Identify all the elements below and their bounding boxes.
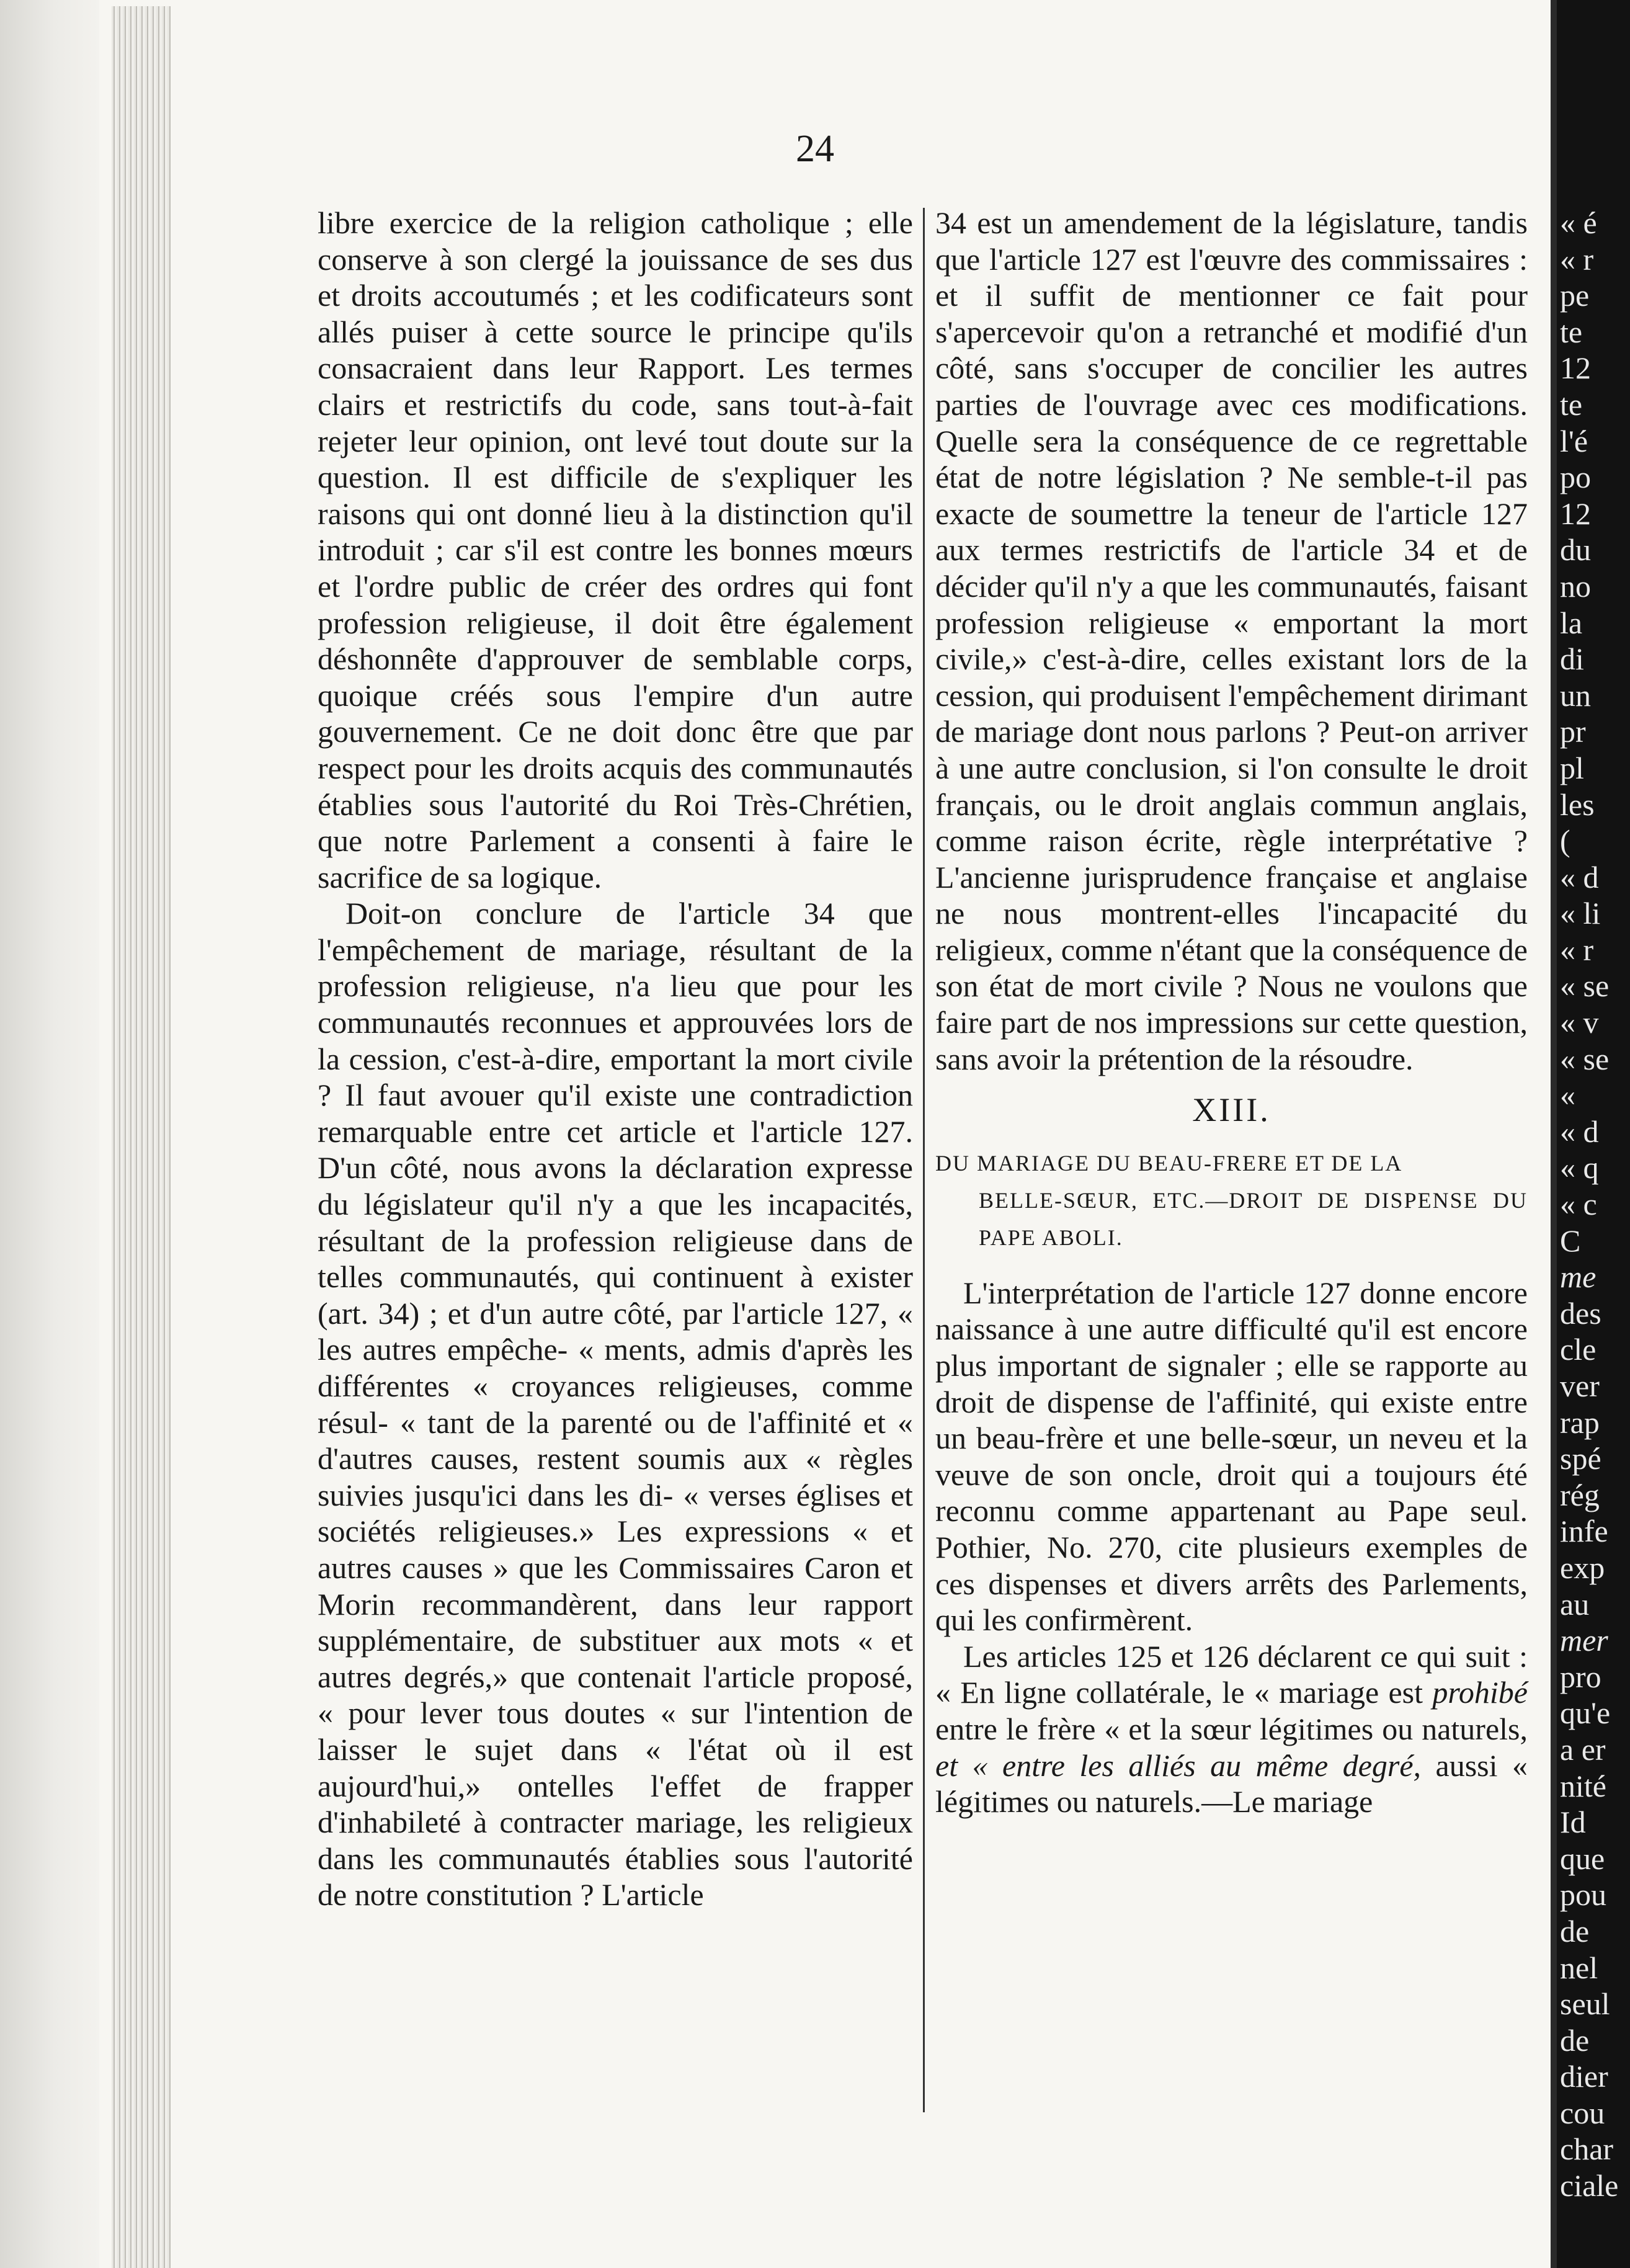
text-fragment: ( [1560,823,1570,859]
text-fragment: « se [1560,1041,1610,1076]
text-fragment: un [1560,677,1591,713]
text-fragment: « é [1560,205,1597,240]
text-fragment: cou [1560,2095,1605,2130]
text-fragment: rég [1560,1477,1600,1512]
text-fragment: pro [1560,1659,1601,1694]
text-fragment: seul [1560,1986,1610,2022]
text-fragment: « c [1560,1187,1597,1222]
text-fragment: te [1560,314,1583,349]
text-fragment: « q [1560,1150,1599,1185]
text-fragment: exp [1560,1550,1605,1585]
text-fragment: des [1560,1295,1601,1331]
italic-run: et « entre les alliés au même degré, [935,1748,1422,1783]
paragraph [935,1638,1528,1820]
page-gutter [1551,0,1557,2268]
text-fragment: pe [1560,278,1590,313]
facing-page-text-fragments [1560,205,1630,2204]
section-title-line: BELLE-SŒUR, ETC.—DROIT DE DISPENSE DU PAPE ABOLI. [979,1187,1528,1250]
book-page-edges [112,6,171,2268]
text-fragment: te [1560,386,1583,422]
text-fragment: du [1560,532,1591,568]
text-fragment: de [1560,1913,1590,1949]
text-fragment: infe [1560,1514,1608,1549]
paragraph: L'interprétation de l'article 127 donne encore naissance à une autre difficulté qu'il est encore plus important de signaler ; elle se rapporte au droit de dispense de l'affinité, qui existe entre un beau-frère et une belle-sœur, un neveu et la veuve de son oncle, droit qui a toujours été reconnu comme appartenant au Pape seul. Pothier, No. 270, cite plusieurs exemples de ces dispenses et divers arrêts des Parlements, qui les confirmèrent. [935,1275,1528,1638]
paragraph: Doit-on conclure de l'article 34 que l'empêchement de mariage, résultant de la profession religieuse, n'a lieu que pour les communautés reconnues et approuvées lors de la cession, c'est-à-dire, emportant la mort civile ? Il faut avouer qu'il existe une contradiction remarquable entre cet article et l'article 127. D'un côté, nous avons la déclaration expresse du législateur qu'il n'y a que les incapacités, résultant de la profession religieuse dans de telles communautés, qui continuent à exister (art. 34) ; et d'un autre côté, par l'article 127, « les autres empêche- « ments, admis d'après les différentes « croyances religieuses, comme résul- « tant de la parenté ou de l'affinité et « d'autres causes, restent soumis aux « règles suivies jusqu'ici dans les di- « verses églises et sociétés religieuses.» Les expressions « et autres causes » que les Commissaires Caron et Morin recommandèrent, dans leur rapport supplémentaire, de substituer aux mots « et autres degrés,» que contenait l'article proposé, « pour lever tous doutes « sur l'intention de laisser le sujet dans « l'état où il est aujourd'hui,» ontelles l'effet de frapper d'inhabileté à contracter mariage, les religieux dans les communautés établies sous l'autorité de notre constitution ? L'article [318,896,913,1913]
text-fragment: pr [1560,714,1586,749]
text-fragment: rap [1560,1404,1600,1440]
text-fragment: au [1560,1586,1590,1622]
scan-margin [0,0,99,2268]
text-fragment: dier [1560,2059,1608,2094]
text-run: Les articles 125 et 126 déclarent ce qui suit : « En ligne collatérale, le « mariage est [935,1638,1528,1710]
text-fragment: que [1560,1841,1605,1876]
italic-run: prohibé [1432,1675,1528,1710]
text-fragment: po [1560,460,1591,495]
text-fragment: me [1560,1259,1597,1295]
text-fragment: de [1560,2022,1590,2058]
section-title-line: DU MARIAGE DU BEAU-FRERE ET DE LA [935,1150,1403,1176]
text-run: entre le frère « et la sœur légitimes ou naturels, [935,1711,1528,1746]
text-fragment: C [1560,1223,1581,1258]
paragraph: libre exercice de la religion catholique ; elle conserve à son clergé la jouissance de ses dus et droits accoutumés ; et les codificateurs sont allés puiser à cette source le principe qu'ils consacraient dans leur Rapport. Les termes clairs et restrictifs du code, sans tout-à-fait rejeter leur opinion, ont levé tout doute sur la question. Il est difficile de s'expliquer les raisons qui ont donné lieu à la distinction qu'il introduit ; car s'il est contre les bonnes mœurs et l'ordre public de créer des ordres qui font profession religieuse, il doit être également déshonnête d'approuver de semblable corps, quoique créés sous l'empire d'un autre gouvernement. Ce ne doit donc être que par respect pour les droits acquis des communautés établies sous l'autorité du Roi Très-Chrétien, que notre Parlement a consenti à faire le sacrifice de sa logique. [318,205,913,895]
text-fragment: pl [1560,750,1584,785]
text-fragment: « se [1560,968,1610,1004]
text-fragment: char [1560,2132,1614,2167]
left-column [318,205,913,1913]
section-number: XIII. [1192,1091,1271,1129]
paragraph: 34 est un amendement de la législature, tandis que l'article 127 est l'œuvre des commissaires : et il suffit de mentionner ce fait pour s'apercevoir qu'on a retranché et modifié d'un côté, sans s'occuper de concilier les autres parties de l'ouvrage avec ces modifications. Quelle sera la conséquence de ce regrettable état de notre législation ? Ne semble-t-il pas exacte de soumettre la teneur de l'article 127 aux termes restrictifs de l'article 34 et de décider qu'il n'y a que les communautés, faisant profession religieuse « emportant la mort civile,» c'est-à-dire, celles existant lors de la cession, qui produisent l'empêchement dirimant de mariage dont nous parlons ? Peut-on arriver à une autre conclusion, si l'on consulte le droit français, ou le droit anglais commun anglais, comme raison écrite, règle interprétative ? L'ancienne jurisprudence française et anglaise ne nous montrent-elles l'incapacité du religieux, comme n'étant que la conséquence de son état de mort civile ? Nous ne voulons que faire part de nos impressions sur cette question, sans avoir la prétention de la résoudre. [935,205,1528,1076]
page-number: 24 [796,128,834,170]
column-divider [923,208,925,2112]
text-fragment: spé [1560,1441,1601,1476]
text-fragment: les [1560,787,1595,822]
text-fragment: nité [1560,1768,1606,1803]
text-fragment: 12 [1560,350,1591,386]
text-fragment: mer [1560,1623,1608,1658]
text-fragment: ciale [1560,2168,1619,2203]
section-title [935,1145,1528,1256]
middle-column [935,205,1528,1820]
text-fragment: a er [1560,1731,1606,1767]
text-fragment: « [1560,1078,1575,1113]
text-fragment: ver [1560,1368,1600,1403]
text-fragment: cle [1560,1332,1597,1367]
text-fragment: « d [1560,1114,1599,1149]
text-fragment: no [1560,568,1591,604]
text-fragment: « r [1560,932,1594,967]
text-fragment: di [1560,641,1584,677]
text-fragment: nel [1560,1950,1598,1985]
text-fragment: « li [1560,896,1601,931]
text-fragment: « r [1560,241,1594,277]
text-fragment: qu'e [1560,1695,1611,1731]
text-fragment: pou [1560,1877,1606,1913]
text-fragment: « d [1560,859,1599,895]
text-fragment: « v [1560,1005,1599,1040]
text-fragment: la [1560,605,1583,640]
text-fragment: Id [1560,1805,1586,1840]
text-fragment: l'é [1560,423,1588,458]
text-run: aussi « légitimes ou naturels.—Le mariage [935,1748,1528,1819]
text-fragment: 12 [1560,496,1591,531]
